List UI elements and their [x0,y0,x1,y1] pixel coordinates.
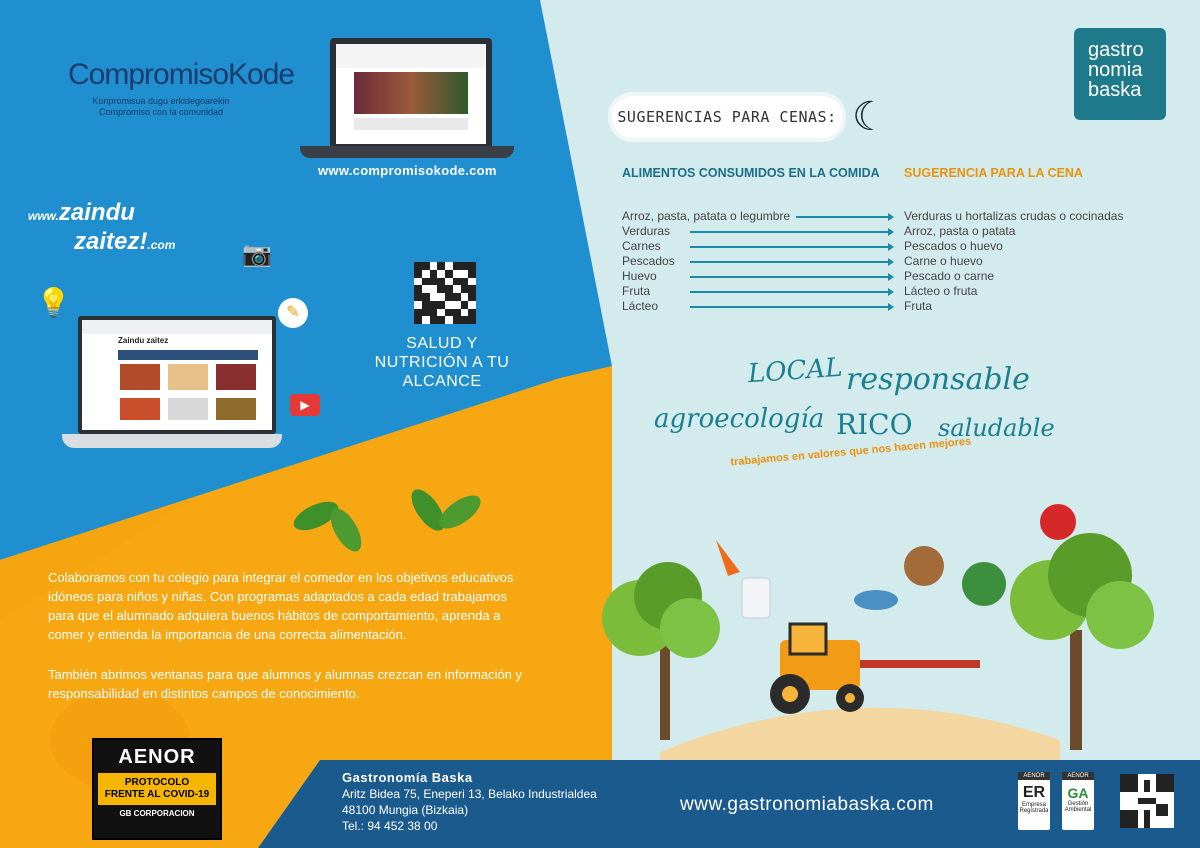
sugerencias-title: SUGERENCIAS PARA CENAS: [612,96,842,138]
comida-item: Verduras [622,224,671,238]
zaindu-line2: zaitez! [74,228,148,255]
cert-label: Empresa Registrada [1019,802,1049,814]
company-name: Gastronomía Baska [342,770,473,785]
comida-item: Lácteo [622,299,659,313]
cena-item: Lácteo o fruta [904,284,978,298]
salud-nutricion-text: SALUD Y NUTRICIÓN A TU ALCANCE [374,335,510,390]
value-saludable: saludable [938,414,1055,442]
zaindu-logo[interactable] [28,200,175,258]
footer-address [342,770,597,834]
arrow-connector [690,291,890,293]
cert-brand: AENOR [1018,772,1050,780]
value-responsable: responsable [846,362,1030,397]
aenor-protocol [98,773,216,805]
logo-line-1: gastro [1088,39,1144,61]
arrow-connector [690,246,890,248]
aenor-line-2: FRENTE AL COVID-19 [104,789,210,800]
arrow-connector [690,261,890,263]
zaindu-line1: zaindu [58,199,135,226]
tagline-es: Compromiso con la comunidad [98,107,224,117]
play-icon: ▶ [290,394,320,416]
zaindu-suffix: .com [147,238,176,252]
laptop-screen-image [330,38,492,150]
moon-icon: ☾ [852,95,888,139]
cena-item: Fruta [904,299,933,313]
aenor-covid-seal [92,738,222,840]
address-line: Aritz Bidea 75, Eneperi 13, Belako Industrialdea [342,787,597,801]
aenor-er-certificate [1018,772,1050,830]
arrow-connector [796,216,890,218]
cena-item: Carne o huevo [904,254,983,268]
comida-item: Fruta [622,284,651,298]
cert-mark: GA [1067,785,1089,801]
value-rico: RICO [836,408,913,441]
footer-qr-code[interactable] [1120,774,1174,828]
logo-line-3: baska [1088,79,1142,101]
compromisokode-tagline [86,96,236,118]
arrow-connector [690,231,890,233]
cert-mark: ER [1022,784,1046,801]
city-line: 48100 Mungia (Bizkaia) [342,803,469,817]
aenor-ga-certificate [1062,772,1094,830]
arrow-connector [690,276,890,278]
column-header-cena: SUGERENCIA PARA LA CENA [904,166,1083,180]
value-agroecologia: agroecología [654,404,825,434]
comida-item: Arroz, pasta, patata o legumbre [622,209,791,223]
qr-code[interactable] [414,262,476,324]
camera-icon: 📷 [242,241,272,268]
logo-line-2: nomia [1088,59,1143,81]
cert-brand: AENOR [1062,772,1094,780]
monitor-stand [62,434,282,448]
cena-item: Verduras u hortalizas crudas o cocinadas [904,209,1124,223]
aenor-line-1: PROTOCOLO [124,777,190,788]
comida-item: Carnes [622,239,661,253]
arrow-connector [690,306,890,308]
lightbulb-icon: 💡 [36,287,71,318]
aenor-org: GB CORPORACION [119,809,195,818]
zaindu-screen-title: Zaindu zaitez [118,336,169,345]
aenor-brand: AENOR [118,746,196,768]
pencil-icon: ✎ [278,298,308,328]
compromisokode-url[interactable]: www.compromisokode.com [318,163,497,178]
gastronomia-baska-logo [1074,28,1166,120]
zaindu-prefix: www. [28,209,59,223]
cert-label: Gestión Ambiental [1064,801,1092,813]
value-local: LOCAL [747,352,844,390]
compromisokode-logo: CompromisoKode [68,58,295,91]
monitor-screen-image [78,316,276,434]
phone-line: Tel.: 94 452 38 00 [342,819,438,833]
laptop-base [300,146,514,158]
comida-item: Huevo [622,269,657,283]
cena-item: Pescados o huevo [904,239,1003,253]
website-link[interactable]: www.gastronomiabaska.com [680,794,934,815]
column-header-comida: ALIMENTOS CONSUMIDOS EN LA COMIDA [622,166,880,180]
cena-item: Arroz, pasta o patata [904,224,1016,238]
tagline-eu: Konpromisua dugu erkidegoarekin [92,96,230,106]
body-paragraph-1: Colaboramos con tu colegio para integrar el comedor en los objetivos educativos idóneos para niños y niñas. Con programas adaptados a cada edad trabajamos para que el alumnado adquiera buenos hábitos de comportamiento, aprenda a comer y entienda la importancia de una correcta alimentación. [48,570,514,642]
cena-item: Pescado o carne [904,269,995,283]
body-paragraph-2: También abrimos ventanas para que alumnos y alumnas crezcan en información y responsabilidad en distintos campos de conocimiento. [48,667,523,701]
values-tagline: trabajamos en valores que nos hacen mejores [729,435,972,469]
comida-item: Pescados [622,254,675,268]
